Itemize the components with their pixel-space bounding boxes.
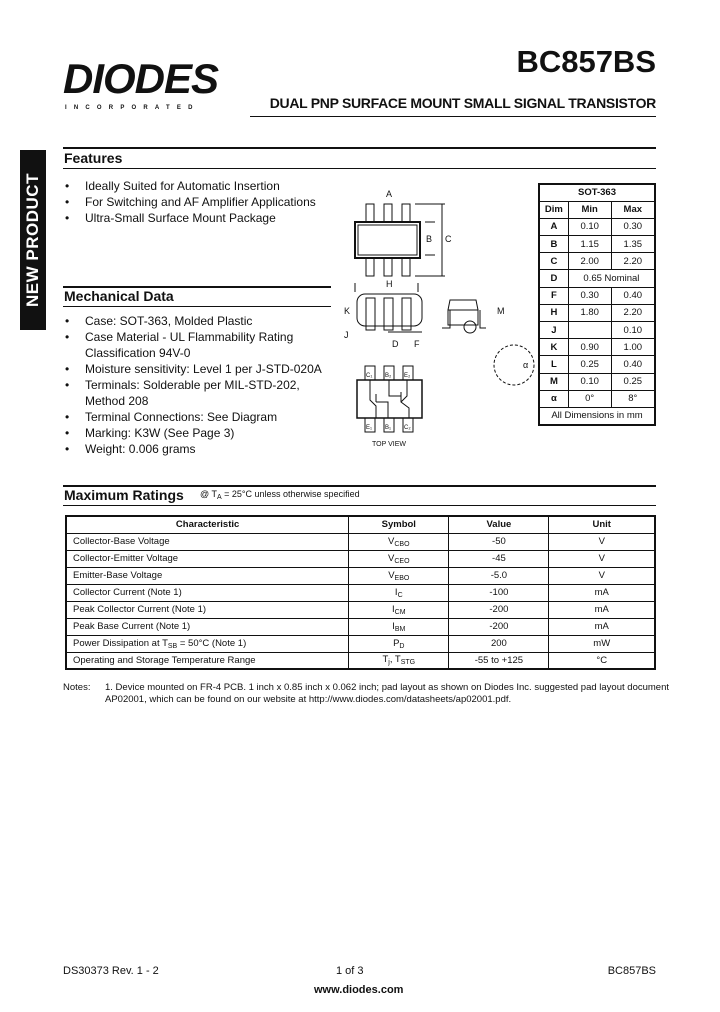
sub: j (388, 659, 390, 667)
dim-cell: 1.80 (568, 304, 611, 321)
unit-cell: °C (549, 652, 655, 669)
dim-cell: 0.40 (611, 356, 655, 373)
symbol-cell (349, 618, 449, 635)
value-cell: -200 (449, 601, 549, 618)
dim-row (539, 304, 655, 321)
dim-cell: 1.15 (568, 236, 611, 253)
sub: D (399, 642, 405, 650)
sym: V (388, 535, 395, 547)
mechanical-list (63, 313, 333, 457)
dim-label-c: C (445, 234, 452, 244)
sym: V (388, 569, 395, 581)
part-number: BC857BS (516, 44, 656, 79)
dim-cell: L (539, 356, 568, 373)
list-item: • Case Material - UL Flammability Rating Classification 94V-0 (63, 329, 333, 361)
note-item: 1. Device mounted on FR-4 PCB. 1 inch x 0.85 inch x 0.062 inch; pad layout as shown on Diodes Inc. suggested pad layout document AP02001, which can be found on our website at http://www.diodes.com/datasheets/ap02001.pdf. (105, 682, 670, 705)
value-cell: -200 (449, 618, 549, 635)
char: Operating and Storage Temperature Range (73, 654, 256, 666)
value-cell: -5.0 (449, 567, 549, 584)
col-header: Dim (539, 201, 568, 218)
dim-label-alpha: α (523, 360, 529, 370)
dim-cell: 0.30 (568, 287, 611, 304)
unit-cell: V (549, 550, 655, 567)
dim-label-m: M (497, 306, 505, 316)
symbol-cell (349, 567, 449, 584)
logo-subtext: INCORPORATED (65, 105, 200, 111)
top-view-caption: TOP VIEW (372, 441, 406, 448)
list-item: • Terminals: Solderable per MIL-STD-202, Method 208 (63, 377, 333, 409)
table-row (66, 618, 655, 635)
sym: I (394, 586, 398, 598)
characteristic-cell (66, 618, 349, 635)
dim-row (539, 218, 655, 235)
list-item: • Weight: 0.006 grams (63, 441, 333, 457)
dim-cell: 8° (611, 390, 655, 407)
symbol-cell (349, 635, 449, 652)
char: Collector Current (Note 1) (73, 587, 182, 598)
col-header: Min (568, 201, 611, 218)
value-cell: -45 (449, 550, 549, 567)
dim-cell: 0.90 (568, 339, 611, 356)
characteristic-cell (66, 533, 349, 550)
dim-cell: B (539, 236, 568, 253)
dim-cell (568, 322, 611, 339)
page-number: 1 of 3 (336, 965, 364, 977)
symbol-cell (349, 550, 449, 567)
dim-row (539, 236, 655, 253)
sub: C (397, 591, 403, 599)
dim-cell: 0.25 (611, 373, 655, 390)
unit-cell: mA (549, 618, 655, 635)
list-item: • For Switching and AF Amplifier Applications (63, 194, 316, 210)
pin-label: C₂ (404, 425, 411, 431)
diodes-logo: DIODES (63, 55, 219, 102)
dim-label-d: D (392, 339, 399, 349)
table-row (66, 533, 655, 550)
value-cell: -100 (449, 584, 549, 601)
characteristic-cell (66, 567, 349, 584)
package-name: SOT-363 (539, 184, 655, 201)
mechanical-heading: Mechanical Data (64, 288, 174, 304)
value-cell: -55 to +125 (449, 652, 549, 669)
divider (63, 505, 656, 506)
dim-cell: 0.10 (611, 322, 655, 339)
char_sub: SB (167, 642, 178, 650)
table-row (66, 550, 655, 567)
banner-text: NEW PRODUCT (23, 173, 42, 307)
char: Collector-Base Voltage (73, 536, 170, 547)
dim-cell: C (539, 253, 568, 270)
table-row (66, 567, 655, 584)
unit-cell: V (549, 567, 655, 584)
dim-cell: 0.40 (611, 287, 655, 304)
dim-cell: D (539, 270, 568, 287)
col-header: Characteristic (66, 516, 349, 533)
dim-row (539, 253, 655, 270)
dim-cell: 0.25 (568, 356, 611, 373)
dim-cell: F (539, 287, 568, 304)
dim-cell: 2.20 (611, 253, 655, 270)
divider (63, 306, 331, 307)
char: Peak Base Current (Note 1) (73, 621, 191, 632)
dim-cell: 2.20 (611, 304, 655, 321)
dim-cell: 0° (568, 390, 611, 407)
dim-cell: 1.00 (611, 339, 655, 356)
divider (250, 116, 656, 117)
list-item: • Moisture sensitivity: Level 1 per J-STD-020A (63, 361, 333, 377)
col-header: Symbol (349, 516, 449, 533)
unit-cell: mA (549, 584, 655, 601)
dim-row (539, 356, 655, 373)
features-list (63, 178, 316, 226)
unit-cell: mW (549, 635, 655, 652)
max-ratings-table (65, 515, 656, 670)
col-header: Value (449, 516, 549, 533)
table-row (66, 601, 655, 618)
table-row (66, 635, 655, 652)
list-item: • Ultra-Small Surface Mount Package (63, 210, 316, 226)
list-item: • Marking: K3W (See Page 3) (63, 425, 333, 441)
dim-row (539, 390, 655, 407)
table-row (66, 652, 655, 669)
char: Collector-Emitter Voltage (73, 553, 179, 564)
char_rest: = 50°C (Note 1) (177, 637, 247, 649)
dim-cell: J (539, 322, 568, 339)
dim-cell: 0.30 (611, 218, 655, 235)
notes-label: Notes: (63, 682, 91, 693)
new-product-banner (20, 150, 46, 330)
unit-cell: V (549, 533, 655, 550)
dim-label-k: K (344, 306, 351, 316)
sub: CEO (394, 557, 410, 565)
sym2: , T (389, 654, 401, 666)
features-heading: Features (64, 150, 123, 166)
dim-cell: A (539, 218, 568, 235)
ratings-condition (200, 489, 360, 501)
dim-row (539, 373, 655, 390)
divider (63, 168, 656, 169)
dimensions-table (538, 183, 656, 426)
col-header: Unit (549, 516, 655, 533)
dim-cell: 0.65 Nominal (568, 270, 655, 287)
doc-number: DS30373 Rev. 1 - 2 (63, 965, 159, 977)
sub: CBO (394, 540, 410, 548)
package-outline-diagram (330, 180, 535, 450)
dim-row (539, 322, 655, 339)
list-item: • Ideally Suited for Automatic Insertion (63, 178, 316, 194)
col-header: Max (611, 201, 655, 218)
table-row (66, 584, 655, 601)
pin-label: C₁ (366, 373, 373, 379)
sym: I (392, 603, 395, 615)
dim-label-b: B (426, 234, 433, 244)
side-view-outline (355, 283, 534, 385)
characteristic-cell (66, 635, 349, 652)
dim-label-f: F (414, 339, 420, 349)
condition-sub: A (216, 494, 222, 501)
footer-part: BC857BS (607, 965, 656, 977)
sym: V (388, 552, 395, 564)
symbol-cell (349, 652, 449, 669)
characteristic-cell (66, 601, 349, 618)
symbol-cell (349, 601, 449, 618)
notes (63, 682, 675, 706)
value-cell: -50 (449, 533, 549, 550)
sub: BM (394, 625, 406, 633)
dim-label-j: J (344, 330, 349, 340)
list-item: • Case: SOT-363, Molded Plastic (63, 313, 333, 329)
symbol-cell (349, 533, 449, 550)
sub: CM (394, 608, 406, 616)
sub: EBO (394, 574, 410, 582)
dim-row (539, 339, 655, 356)
ratings-heading: Maximum Ratings (64, 487, 184, 503)
char: Power Dissipation at T (73, 637, 168, 649)
unit-cell: mA (549, 601, 655, 618)
dim-cell: H (539, 304, 568, 321)
dim-footer: All Dimensions in mm (539, 407, 655, 424)
dim-label-h: H (386, 279, 393, 289)
list-item: • Terminal Connections: See Diagram (63, 409, 333, 425)
char: Peak Collector Current (Note 1) (73, 604, 207, 615)
value-cell: 200 (449, 635, 549, 652)
characteristic-cell (66, 584, 349, 601)
sym: I (392, 620, 395, 632)
website-link[interactable]: www.diodes.com (314, 984, 404, 996)
dim-cell: M (539, 373, 568, 390)
dim-row (539, 287, 655, 304)
dim-cell: 2.00 (568, 253, 611, 270)
dim-row (539, 270, 655, 287)
subtitle: DUAL PNP SURFACE MOUNT SMALL SIGNAL TRANSISTOR (269, 95, 656, 111)
dim-label-a: A (386, 189, 393, 199)
char: Emitter-Base Voltage (73, 570, 163, 581)
divider (63, 147, 656, 149)
sym: T (382, 654, 389, 666)
pin-label: E₁ (366, 425, 373, 431)
dim-cell: α (539, 390, 568, 407)
sub2: STG (400, 659, 416, 667)
pin-label: B₁ (385, 425, 392, 431)
condition-text: @ T (200, 489, 217, 499)
pin-label: B₂ (385, 373, 392, 379)
sym: P (393, 637, 400, 649)
dim-cell: 1.35 (611, 236, 655, 253)
dim-cell: K (539, 339, 568, 356)
pin-label: E₂ (404, 373, 411, 379)
characteristic-cell (66, 652, 349, 669)
dim-cell: 0.10 (568, 373, 611, 390)
characteristic-cell (66, 550, 349, 567)
dim-cell: 0.10 (568, 218, 611, 235)
condition-text: = 25°C unless otherwise specified (221, 489, 360, 499)
symbol-cell (349, 584, 449, 601)
